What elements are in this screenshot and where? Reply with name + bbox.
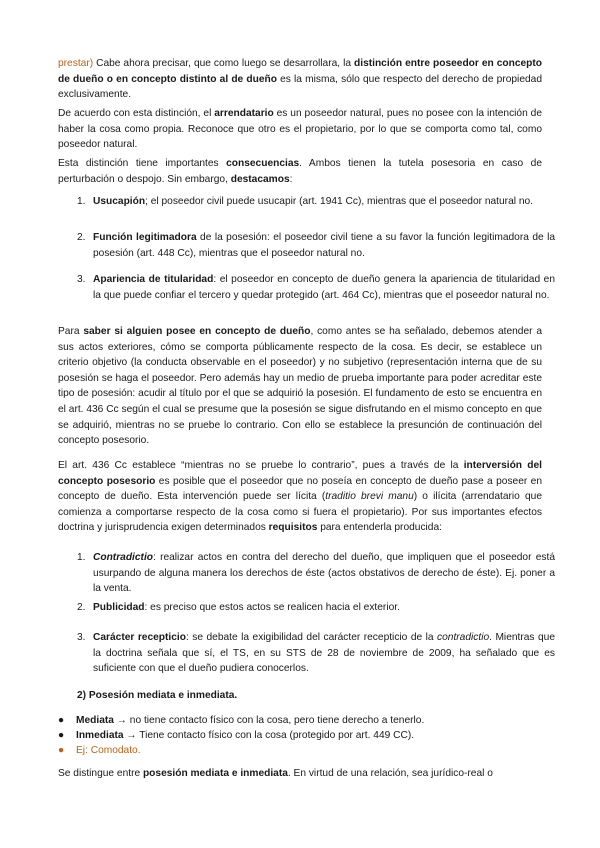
list-item: 2. Publicidad: es preciso que estos actos se realicen hacia el exterior.	[77, 602, 400, 613]
paragraph-mediata: Se distingue entre posesión mediata e inmediata. En virtud de una relación, sea jurídico-real o	[58, 768, 493, 779]
list-item: 2. Función legitimadora de la posesión: el poseedor civil tiene a su favor la función legitimadora de la posesión (art. 448 Cc), mientras que el poseedor natural no.	[77, 232, 556, 259]
bullet-icon: ●	[58, 745, 65, 756]
bullet-item: ● Ej: Comodato.	[58, 743, 538, 759]
section-heading: 2) Posesión mediata e inmediata.	[77, 690, 238, 701]
bullet-item: ● Inmediata → Tiene contacto físico con la cosa (protegido por art. 449 CC).	[58, 728, 538, 744]
bullet-icon: ●	[58, 715, 65, 726]
list-item: 3. Apariencia de titularidad: el poseedor en concepto de dueño genera la apariencia de titularidad en la que puede confiar el tercero y quedar protegido (art. 464 Cc), mientras que el poseedor natural no.	[77, 274, 555, 301]
paragraph-interversion: El art. 436 Cc establece “mientras no se pruebe lo contrario”, pues a través de la interversión del concepto posesorio es posible que el poseedor que no poseía en concepto de dueño pase a poseer en concepto de dueño. Esta intervención puede ser lícita (traditio brevi manu) o ilícita (arrendatario que comienza a comportarse respecto de la cosa como si fuera el propietario). Por sus importantes efectos doctrina y jurisprudencia exigen determinados requisitos para entenderla producida:	[58, 460, 543, 534]
list-item: 1. Usucapión; el poseedor civil puede usucapir (art. 1941 Cc), mientras que el poseedor natural no.	[77, 196, 533, 207]
paragraph-distincion: prestar) Cabe ahora precisar, que como luego se desarrollara, la distinción entre poseedor en concepto de dueño o en concepto distinto al de dueño es la misma, sólo que respecto del derecho de propiedad exclusivamente.	[58, 58, 542, 101]
continuation-text: prestar)	[58, 58, 94, 69]
list-item: 1. Contradictio: realizar actos en contra del derecho del dueño, que impliquen que el poseedor está usurpando de alguna manera los derechos de éste (actos obstativos de derecho de éste). Ej. poner a la venta.	[77, 552, 555, 595]
paragraph-concepto-dueno: Para saber si alguien posee en concepto de dueño, como antes se ha señalado, debemos atender a sus actos exteriores, cómo se comporta públicamente respecto de la cosa. Es decir, se establece un criterio objetivo (la conducta observable en el poseedor) y no subjetivo (representación interna que de su posesión se haga el poseedor. Pero además hay un medio de prueba importante para poder acreditar este tipo de posesión: acudir al título por el que se adquirió la posesión. El fundamento de esto se encuentra en el art. 436 Cc según el cual se presume que la posesión se sigue disfrutando en el mismo concepto en que se adquirió, mientras no se pruebe lo contrario. Con ello se establece la presunción de continuación del concepto posesorio.	[58, 326, 542, 447]
paragraph-consecuencias: Esta distinción tiene importantes consecuencias. Ambos tienen la tutela posesoria en caso de perturbación o despojo. Sin embargo, destacamos:	[58, 158, 542, 185]
bullet-icon: ●	[58, 730, 65, 741]
bullet-item: ● Mediata → no tiene contacto físico con la cosa, pero tiene derecho a tenerlo.	[58, 713, 538, 729]
paragraph-arrendatario: De acuerdo con esta distinción, el arrendatario es un poseedor natural, pues no posee con la intención de haber la cosa como propia. Reconoce que otro es el propietario, por lo que se comporta como tal, como poseedor natural.	[58, 108, 543, 151]
list-item: 3. Carácter recepticio: se debate la exigibilidad del carácter recepticio de la contradictio. Mientras que la doctrina señala que sí, el TS, en su STS de 28 de noviembre de 2009, ha señalado que es suficiente con que el dueño pudiera conocerlos.	[77, 632, 555, 675]
